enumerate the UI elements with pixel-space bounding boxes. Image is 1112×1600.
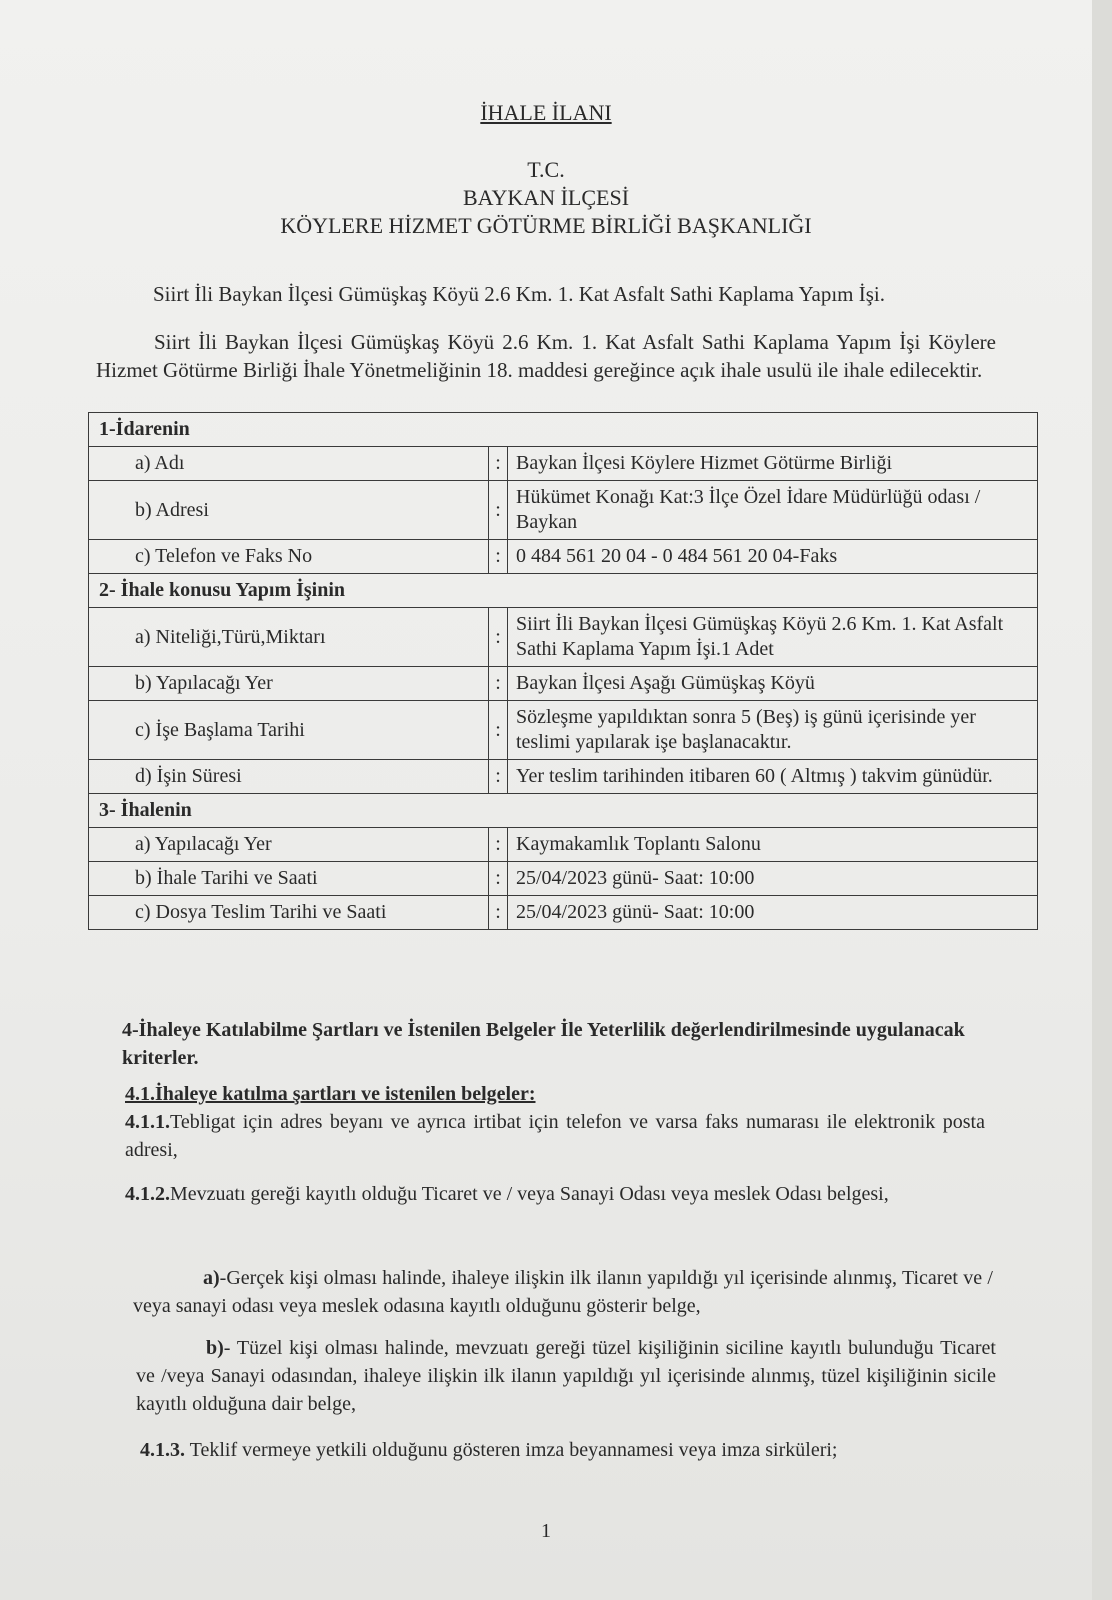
row-value: Sözleşme yapıldıktan sonra 5 (Beş) iş günü içerisinde yer teslimi yapılarak işe başlanacaktır.: [508, 701, 1038, 760]
table-row: [89, 447, 1038, 481]
section-4-title: 4-İhaleye Katılabilme Şartları ve İstenilen Belgeler İle Yeterlilik değerlendirilmesinde uygulanacak kriterler.: [122, 1019, 965, 1069]
row-label: a) Niteliği,Türü,Miktarı: [89, 608, 489, 667]
item-4-1-1: [125, 1108, 985, 1164]
table-row: [89, 828, 1038, 862]
row-value: Kaymakamlık Toplantı Salonu: [508, 828, 1038, 862]
section-4-1-title: 4.1.İhaleye katılma şartları ve istenilen belgeler:: [125, 1083, 536, 1105]
table-row: [89, 701, 1038, 760]
row-value: 0 484 561 20 04 - 0 484 561 20 04-Faks: [508, 540, 1038, 574]
issuer-header: [0, 156, 1092, 240]
row-colon: :: [489, 828, 508, 862]
item-4-1-2-a: [133, 1264, 993, 1320]
row-colon: :: [489, 667, 508, 701]
intro-paragraph: Siirt İli Baykan İlçesi Gümüşkaş Köyü 2.6 Km. 1. Kat Asfalt Sathi Kaplama Yapım İşi Köylere Hizmet Götürme Birliği İhale Yönetmeliğinin 18. maddesi gereğince açık ihale usulü ile ihale edilecektir.: [96, 330, 996, 382]
row-label: d) İşin Süresi: [89, 760, 489, 794]
item-text: - Tüzel kişi olması halinde, mevzuatı gereği tüzel kişiliğinin siciline kayıtlı bulunduğu Ticaret ve /veya Sanayi odasından, ihaleye ilişkin ilk ilanın yapıldığı yıl içerisinde alınmış, tüzel kişiliğinin sicile kayıtlı olduğuna dair belge,: [136, 1337, 996, 1415]
section-title: 1-İdarenin: [89, 413, 1038, 447]
item-text: Teklif vermeye yetkili olduğunu gösteren imza beyannamesi veya imza sirküleri;: [185, 1439, 838, 1461]
section-title: 2- İhale konusu Yapım İşinin: [89, 574, 1038, 608]
section-row: [89, 413, 1038, 447]
table-row: [89, 667, 1038, 701]
item-text: Tebligat için adres beyanı ve ayrıca irtibat için telefon ve varsa faks numarası ile elektronik posta adresi,: [125, 1111, 985, 1161]
page-number: 1: [541, 1520, 551, 1542]
item-text: Mevzuatı gereği kayıtlı olduğu Ticaret ve / veya Sanayi Odası veya meslek Odası belgesi,: [170, 1183, 889, 1205]
row-colon: :: [489, 862, 508, 896]
item-4-1-2-b: [136, 1334, 996, 1418]
tender-info-table: [88, 412, 1038, 930]
header-line-district: BAYKAN İLÇESİ: [462, 185, 630, 210]
item-4-1-2: [125, 1180, 985, 1208]
item-text: -Gerçek kişi olması halinde, ihaleye ilişkin ilk ilanın yapıldığı yıl içerisinde alınmış, Ticaret ve / veya sanayi odası veya meslek odasına kayıtlı olduğunu gösterir belge,: [133, 1267, 993, 1317]
row-colon: :: [489, 608, 508, 667]
document-title: İHALE İLANI: [480, 100, 612, 125]
row-value: Baykan İlçesi Aşağı Gümüşkaş Köyü: [508, 667, 1038, 701]
row-value: Hükümet Konağı Kat:3 İlçe Özel İdare Müdürlüğü odası / Baykan: [508, 481, 1038, 540]
header-line-union: KÖYLERE HİZMET GÖTÜRME BİRLİĞİ BAŞKANLIĞI: [280, 213, 812, 238]
table-row: [89, 540, 1038, 574]
item-4-1-3: [140, 1436, 1000, 1464]
section-4-1: [125, 1080, 985, 1164]
row-colon: :: [489, 540, 508, 574]
header-line-tc: T.C.: [527, 157, 565, 182]
row-colon: :: [489, 481, 508, 540]
row-label: a) Adı: [89, 447, 489, 481]
item-number: 4.1.2.: [125, 1183, 170, 1205]
section-row: [89, 794, 1038, 828]
row-colon: :: [489, 896, 508, 930]
tender-subject: Siirt İli Baykan İlçesi Gümüşkaş Köyü 2.6 Km. 1. Kat Asfalt Sathi Kaplama Yapım İşi.: [153, 282, 886, 306]
item-number: b): [206, 1337, 224, 1359]
table-row: [89, 608, 1038, 667]
table-row: [89, 896, 1038, 930]
row-label: c) İşe Başlama Tarihi: [89, 701, 489, 760]
row-value: Siirt İli Baykan İlçesi Gümüşkaş Köyü 2.6 Km. 1. Kat Asfalt Sathi Kaplama Yapım İşi.1 Adet: [508, 608, 1038, 667]
row-value: Baykan İlçesi Köylere Hizmet Götürme Birliği: [508, 447, 1038, 481]
item-number: a): [203, 1267, 220, 1289]
row-label: b) Adresi: [89, 481, 489, 540]
row-colon: :: [489, 760, 508, 794]
row-label: c) Telefon ve Faks No: [89, 540, 489, 574]
table-row: [89, 862, 1038, 896]
section-title: 3- İhalenin: [89, 794, 1038, 828]
item-number: 4.1.1.: [125, 1111, 170, 1133]
section-row: [89, 574, 1038, 608]
row-value: 25/04/2023 günü- Saat: 10:00: [508, 896, 1038, 930]
row-value: Yer teslim tarihinden itibaren 60 ( Altmış ) takvim günüdür.: [508, 760, 1038, 794]
row-label: b) İhale Tarihi ve Saati: [89, 862, 489, 896]
item-number: 4.1.3.: [140, 1439, 185, 1461]
table-row: [89, 760, 1038, 794]
row-label: a) Yapılacağı Yer: [89, 828, 489, 862]
row-label: c) Dosya Teslim Tarihi ve Saati: [89, 896, 489, 930]
row-colon: :: [489, 447, 508, 481]
row-value: 25/04/2023 günü- Saat: 10:00: [508, 862, 1038, 896]
row-colon: :: [489, 701, 508, 760]
row-label: b) Yapılacağı Yer: [89, 667, 489, 701]
table-row: [89, 481, 1038, 540]
